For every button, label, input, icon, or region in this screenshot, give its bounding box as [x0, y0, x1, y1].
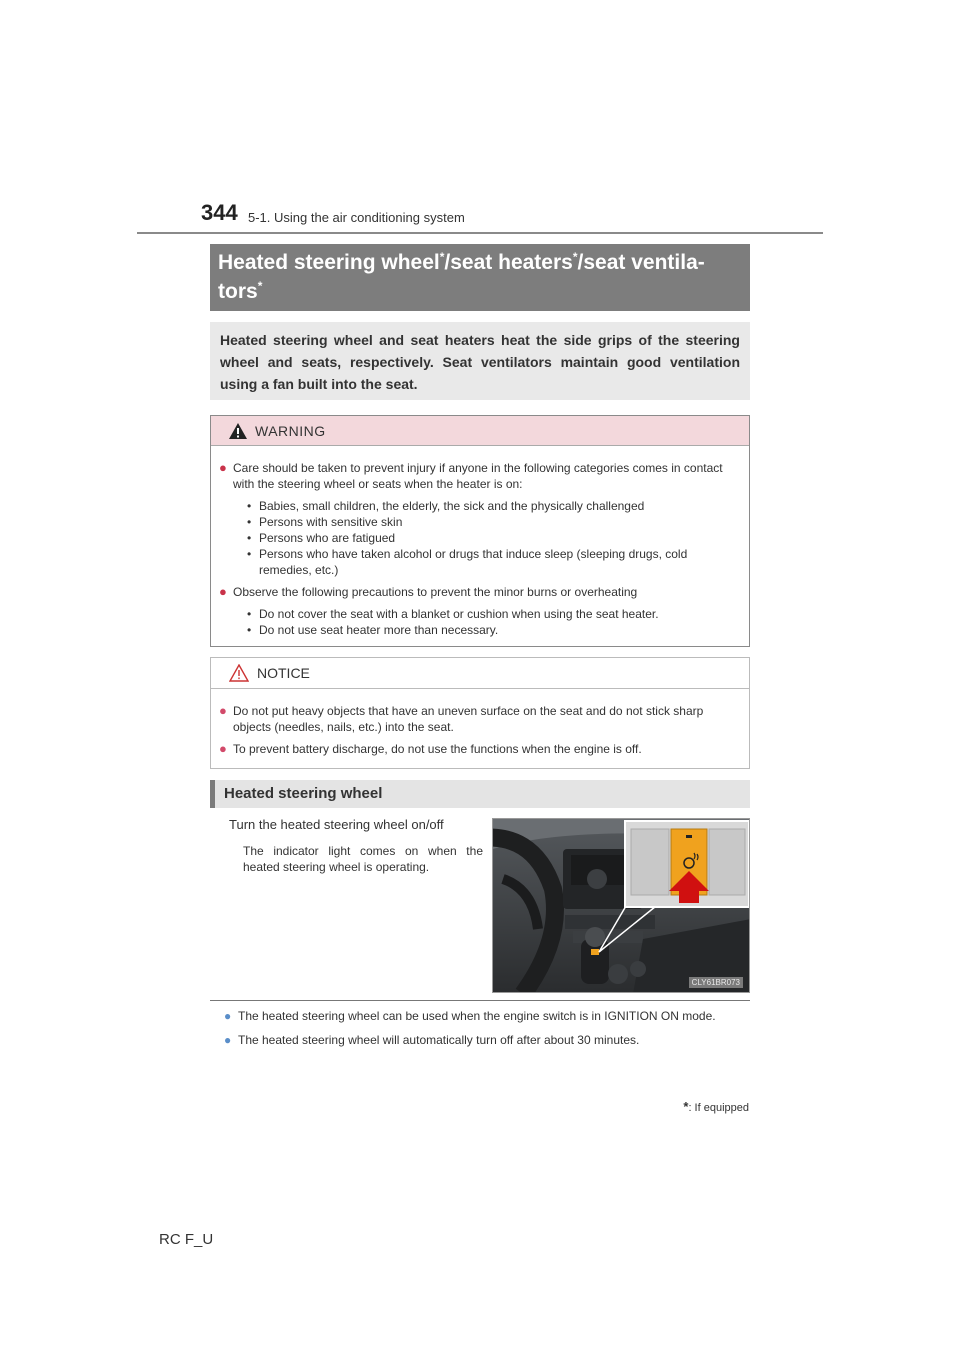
step-instruction: Turn the heated steering wheel on/off: [229, 817, 444, 832]
bullet-icon: ●: [224, 1033, 232, 1047]
dashboard-drawing: [493, 819, 750, 993]
step-note: The indicator light comes on when the heated steering wheel is operating.: [243, 844, 483, 874]
sub-item: • Persons who are fatigued: [247, 531, 396, 545]
sub-item-text: Babies, small children, the elderly, the sick and the physically challenged: [259, 499, 645, 513]
sub-item: • Do not use seat heater more than necessary.: [247, 623, 499, 637]
notice-item: [219, 703, 741, 735]
title-part-4: tors: [218, 280, 258, 303]
footnote-text: : If equipped: [688, 1102, 749, 1114]
notice-item-text: To prevent battery discharge, do not use the functions when the engine is off.: [233, 742, 642, 756]
note-item: [224, 1032, 750, 1048]
footnote-mark: *: [683, 1099, 689, 1114]
page-title: [210, 244, 750, 311]
title-mark-3: *: [257, 279, 263, 293]
warning-item-2-text: Observe the following precautions to prevent the minor burns or overheating: [233, 585, 638, 599]
warning-item-2-sublist: [219, 606, 741, 638]
title-mark-1: *: [439, 250, 445, 264]
header-rule: [137, 232, 823, 234]
notice-item: [219, 741, 741, 757]
warning-item-2: [219, 584, 741, 600]
notice-item-text: Do not put heavy objects that have an uneven surface on the seat and do not stick sharp objects (needles, nails, etc.) into the seat.: [233, 704, 704, 734]
title-part-2: /seat heaters: [444, 251, 573, 274]
page-number: 344: [201, 200, 238, 225]
sub-item-text: Do not cover the seat with a blanket or cushion when using the seat heater.: [259, 607, 659, 621]
intro-text: Heated steering wheel and seat heaters heat the side grips of the steering wheel and seats, respectively. Seat ventilators maintain good ventilation using a fan built into the seat.: [210, 322, 750, 400]
warning-item-1-sublist: [219, 498, 741, 578]
bullet-icon: ●: [224, 1009, 232, 1023]
warning-header: [211, 416, 749, 446]
notes-list: [224, 1008, 750, 1056]
notes-rule: [210, 1000, 750, 1001]
sub-item-text: Persons with sensitive skin: [259, 515, 403, 529]
note-text: The heated steering wheel can be used when the engine switch is in IGNITION ON mode.: [238, 1009, 716, 1023]
sub-item: • Do not cover the seat with a blanket or cushion when using the seat heater.: [247, 607, 659, 621]
warning-triangle-icon: [229, 423, 247, 439]
notice-header: [211, 658, 749, 689]
sub-item-text: Do not use seat heater more than necessary.: [259, 623, 499, 637]
notice-box: [210, 657, 750, 769]
sub-item-text: Persons who are fatigued: [259, 531, 396, 545]
notice-triangle-icon: [229, 664, 249, 682]
title-mark-2: *: [572, 250, 578, 264]
warning-body: [211, 446, 749, 638]
bullet-icon: ●: [219, 741, 227, 756]
sub-item: • Persons with sensitive skin: [247, 515, 403, 529]
warning-label: WARNING: [255, 422, 326, 439]
warning-item-1-text: Care should be taken to prevent injury if anyone in the following categories comes in contact with the steering wheel or seats when the heater is on:: [233, 461, 723, 491]
footnote: [683, 1099, 749, 1114]
image-code: CLY61BR073: [689, 977, 743, 988]
warning-box: [210, 415, 750, 647]
section-label: 5-1. Using the air conditioning system: [248, 210, 465, 225]
dashboard-illustration: [492, 818, 750, 993]
sub-item: • Babies, small children, the elderly, the sick and the physically challenged: [247, 499, 645, 513]
notice-label: NOTICE: [257, 665, 310, 681]
heated-wheel-heading: Heated steering wheel: [210, 780, 750, 808]
note-text: The heated steering wheel will automatically turn off after about 30 minutes.: [238, 1033, 640, 1047]
sub-item-text: Persons who have taken alcohol or drugs that induce sleep (sleeping drugs, cold remedies, etc.): [259, 547, 688, 577]
title-part-3: /seat ventila-: [577, 251, 705, 274]
note-item: [224, 1008, 750, 1024]
footer-model-code: RC F_U: [159, 1231, 214, 1248]
notice-body: [211, 689, 749, 757]
bullet-icon: ●: [219, 460, 227, 475]
sub-item: • Persons who have taken alcohol or drugs that induce sleep (sleeping drugs, cold remedies, etc.): [247, 546, 741, 578]
bullet-icon: ●: [219, 584, 227, 599]
bullet-icon: ●: [219, 703, 227, 718]
title-part-1: Heated steering wheel: [218, 251, 440, 274]
warning-item-1: [219, 460, 741, 492]
